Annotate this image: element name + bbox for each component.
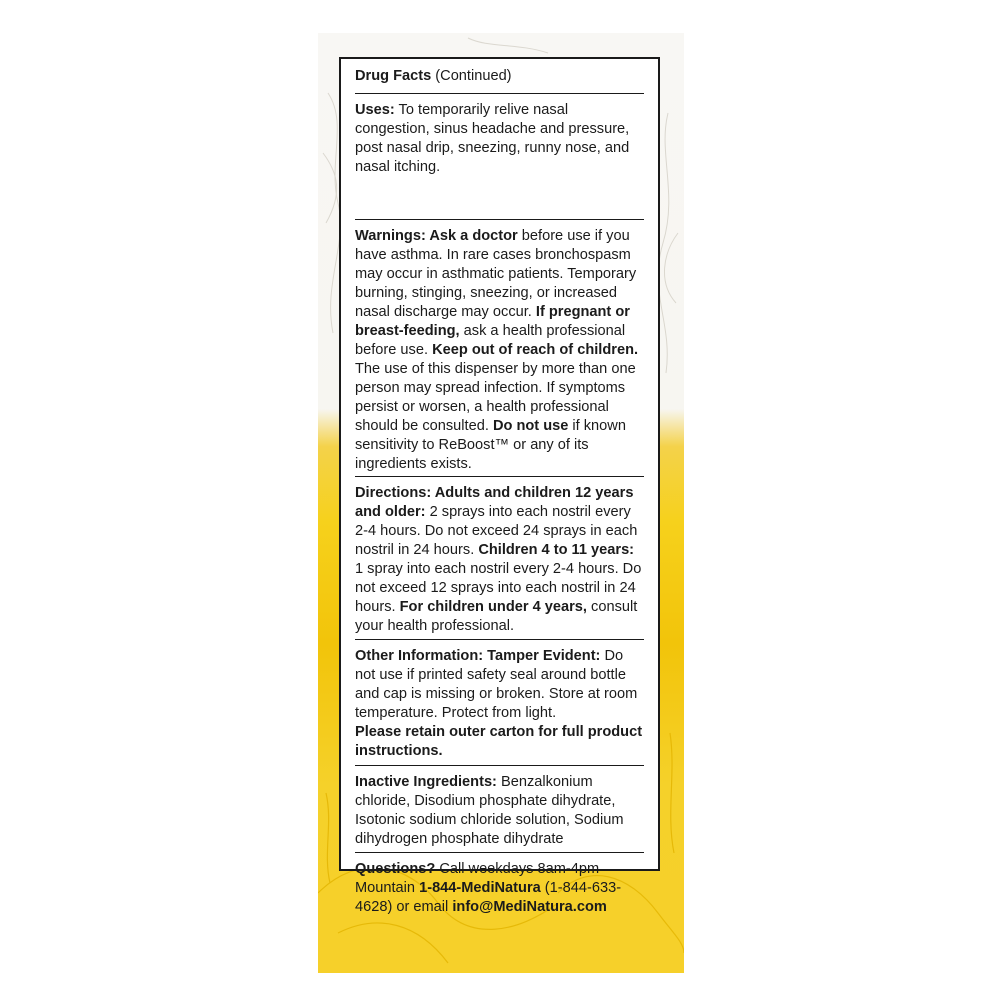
pregnant-heading: If pregnant or breast-feeding, <box>355 304 630 339</box>
drug-facts-title: Drug Facts <box>355 68 432 84</box>
email-address: info@MediNatura.com <box>452 899 607 915</box>
children-heading: Children 4 to 11 years: <box>478 542 635 558</box>
directions-text-3: consult your health professional. <box>355 599 638 634</box>
drug-facts-panel <box>339 57 660 915</box>
retain-carton-note: Please retain outer carton for full product instructions. <box>355 724 643 759</box>
tamper-evident-heading: Tamper Evident: <box>483 648 601 664</box>
other-information-section <box>355 640 644 766</box>
uses-section <box>355 94 644 220</box>
warnings-text-2: ask a health professional before use. <box>355 323 626 358</box>
inactive-ingredients-label: Inactive Ingredients: <box>355 774 497 790</box>
warnings-text-1: before use if you have asthma. In rare cases bronchospasm may occur in asthmatic patients. Temporary burning, stinging, sneezing, or increased nasal discharge may occur. <box>355 228 637 320</box>
keep-out-heading: Keep out of reach of children. <box>432 342 639 358</box>
phone-number: 1-844-MediNatura <box>419 880 541 896</box>
directions-label: Directions: <box>355 485 432 501</box>
warnings-section <box>355 220 644 477</box>
directions-text-1: 2 sprays into each nostril every 2-4 hours. Do not exceed 24 sprays in each nostril in 24 hours. <box>355 504 638 558</box>
inactive-ingredients-section <box>355 766 644 853</box>
inactive-ingredients-text: Benzalkonium chloride, Disodium phosphate dihydrate, Isotonic sodium chloride solution, Sodium dihydrogen phosphate dihydrate <box>355 774 624 847</box>
uses-label: Uses: <box>355 102 395 118</box>
directions-section <box>355 477 644 640</box>
questions-text-1: Call weekdays 8am-4pm Mountain <box>355 861 600 896</box>
warnings-text-3: The use of this dispenser by more than one person may spread infection. If symptoms persist or worsen, a health professional should be consulted. <box>355 361 636 434</box>
warnings-label: Warnings: <box>355 228 426 244</box>
other-information-label: Other Information: <box>355 648 484 664</box>
uses-text: To temporarily relive nasal congestion, sinus headache and pressure, post nasal drip, sneezing, runny nose, and nasal itching. <box>355 102 630 175</box>
ask-doctor-heading: Ask a doctor <box>425 228 518 244</box>
directions-text-2: 1 spray into each nostril every 2-4 hours. Do not exceed 12 sprays into each nostril in 24 hours. <box>355 561 642 615</box>
drug-facts-header <box>355 59 644 94</box>
warnings-text-4: if known sensitivity to ReBoost™ or any of its ingredients exists. <box>355 418 626 472</box>
questions-text-2: (1-844-633-4628) or email <box>355 880 622 915</box>
questions-section <box>355 853 644 933</box>
questions-label: Questions? <box>355 861 436 877</box>
under-four-heading: For children under 4 years, <box>399 599 587 615</box>
other-information-text: Do not use if printed safety seal around bottle and cap is missing or broken. Store at room temperature. Protect from light. <box>355 648 638 721</box>
drug-facts-continued: (Continued) <box>431 68 512 84</box>
do-not-use-heading: Do not use <box>492 418 569 434</box>
adults-heading: Adults and children 12 years and older: <box>355 485 634 520</box>
